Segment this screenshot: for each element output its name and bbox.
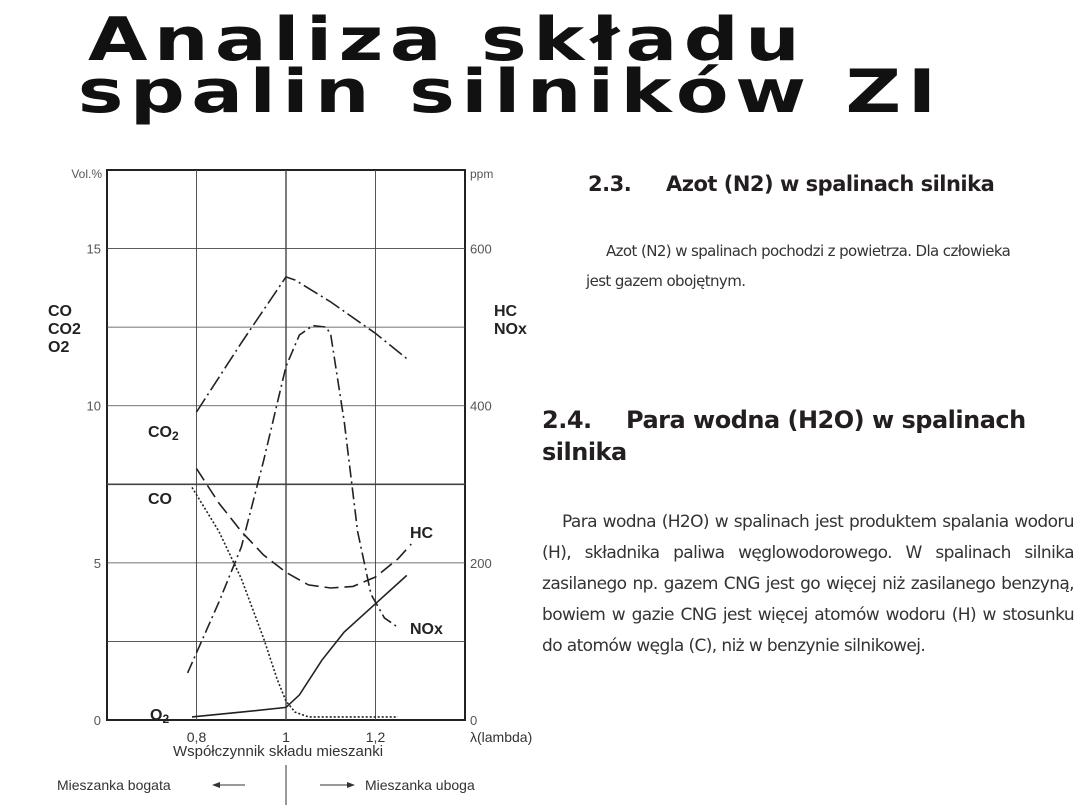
series-label-co: CO xyxy=(148,491,172,508)
y-right-tick-label: 0 xyxy=(470,713,478,728)
x-unit-label: λ(lambda) xyxy=(470,729,533,745)
chart-labels xyxy=(48,167,532,805)
y-left-axis-label: O2 xyxy=(48,339,70,356)
y-right-unit: ppm xyxy=(470,167,494,181)
arrow-right-head xyxy=(347,782,355,788)
x-tick-label: 1 xyxy=(282,729,290,745)
page-title xyxy=(77,5,943,127)
series-line-hc xyxy=(197,469,412,588)
y-left-tick-label: 5 xyxy=(93,555,101,571)
section-heading-2-3 xyxy=(588,172,994,196)
series-line-o2 xyxy=(192,575,407,717)
y-left-axis-label: CO xyxy=(48,303,72,320)
series-line-co xyxy=(192,487,398,717)
section-title-continued: silnika xyxy=(542,438,627,466)
section-body-2-4: Para wodna (H2O) w spalinach jest produktem spalania wodoru (H), składnika paliwa węglowodorowego. W spalinach silnika zasilanego np. gazem CNG jest go więcej niż zasilanego benzyną, bowiem w gazie CNG jest więcej atomów wodoru (H) w stosunku do atomów węgla (C), niż w benzynie silnikowej. xyxy=(542,512,1074,656)
title-line-1: Analiza składu xyxy=(88,5,807,75)
y-right-axis-label: HC xyxy=(494,303,518,320)
y-left-unit: Vol.% xyxy=(71,167,102,181)
series-label-o2: O2 xyxy=(150,707,170,726)
section-title: Azot (N2) w spalinach silnika xyxy=(666,172,995,196)
y-right-tick-label: 200 xyxy=(470,555,492,571)
chart-series xyxy=(188,277,412,717)
section-heading-2-4 xyxy=(542,404,1026,468)
y-left-tick-label: 0 xyxy=(93,713,101,728)
x-tick-label: 0,8 xyxy=(186,729,207,745)
rich-mixture-label: Mieszanka bogata xyxy=(57,777,171,793)
x-tick-label: 1,2 xyxy=(365,729,386,745)
y-right-tick-label: 600 xyxy=(470,241,492,257)
x-axis-label: Współczynnik składu mieszanki xyxy=(172,743,384,760)
y-left-tick-label: 10 xyxy=(86,398,101,414)
series-label-hc: HC xyxy=(410,525,434,542)
section-number: 2.3. xyxy=(588,172,632,196)
section-title: Para wodna (H2O) w spalinach xyxy=(626,406,1026,434)
lean-mixture-label: Mieszanka uboga xyxy=(365,777,475,793)
y-right-axis-label: NOx xyxy=(494,321,527,338)
series-label-co2: CO2 xyxy=(148,424,179,443)
emissions-chart xyxy=(0,160,560,810)
y-left-axis-label: CO2 xyxy=(48,321,81,338)
title-line-2: spalin silników ZI xyxy=(77,57,943,127)
y-right-tick-label: 400 xyxy=(470,398,492,414)
arrow-left-head xyxy=(212,782,220,788)
y-left-tick-label: 15 xyxy=(86,241,101,257)
section-body-2-3: Azot (N2) w spalinach pochodzi z powietrza. Dla człowieka jest gazem obojętnym. xyxy=(586,242,1011,290)
series-label-nox: NOx xyxy=(410,621,443,638)
section-number: 2.4. xyxy=(542,406,592,434)
